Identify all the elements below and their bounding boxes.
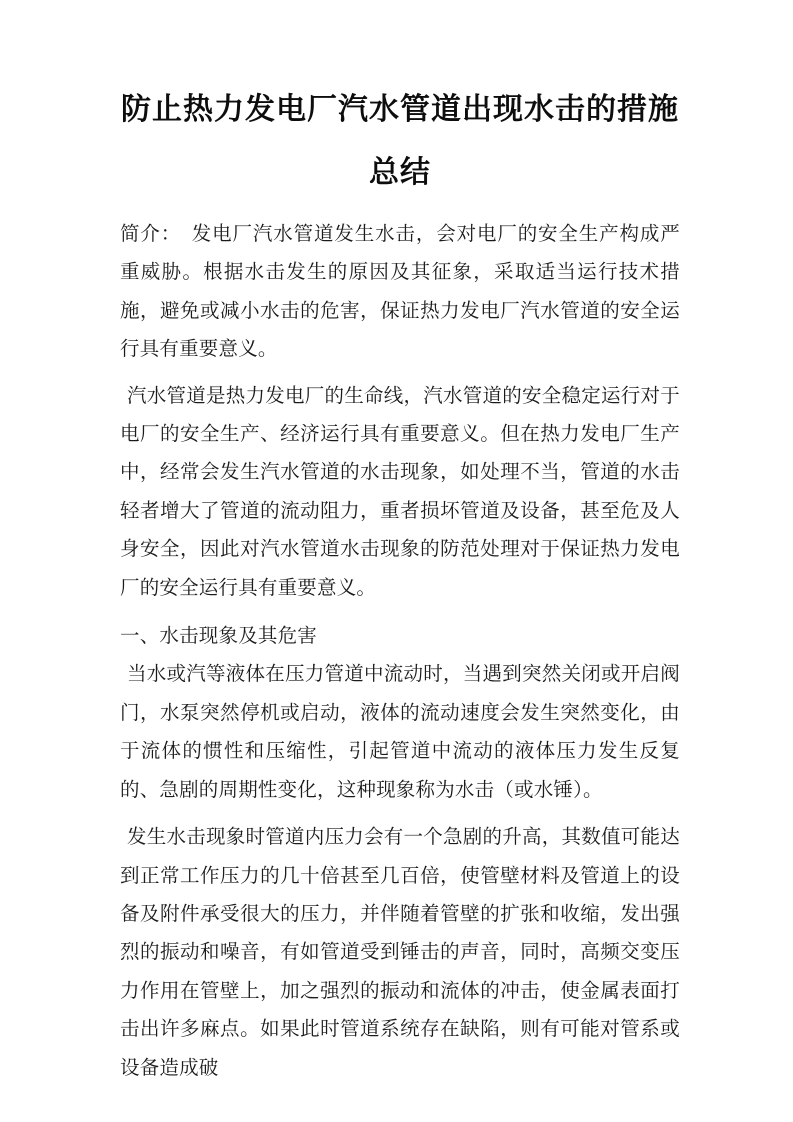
section-heading-water-hammer: 一、水击现象及其危害: [120, 626, 318, 648]
document-title-line2: 总结: [369, 156, 431, 189]
paragraph-pipeline-importance: 汽水管道是热力发电厂的生命线，汽水管道的安全稳定运行对于电厂的安全生产、经济运行具有重要意义。但在热力发电厂生产中，经常会发生汽水管道的水击现象，如处理不当，管道的水击轻者增大了管道的流动阻力，重者损坏管道及设备，甚至危及人身安全，因此对汽水管道水击现象的防范处理对于保证热力发电厂的安全运行具有重要意义。: [120, 385, 680, 599]
paragraph-intro: 简介： 发电厂汽水管道发生水击，会对电厂的安全生产构成严重威胁。根据水击发生的原因及其征象，采取适当运行技术措施，避免或减小水击的危害，保证热力发电厂汽水管道的安全运行具有重要意义。: [120, 224, 680, 361]
document-title-line1: 防止热力发电厂汽水管道出现水击的措施: [121, 93, 679, 126]
document-title: [120, 78, 680, 204]
paragraph-water-hammer-definition: 当水或汽等液体在压力管道中流动时，当遇到突然关闭或开启阀门，水泵突然停机或启动，液体的流动速度会发生突然变化，由于流体的惯性和压缩性，引起管道中流动的液体压力发生反复的、急剧的周期性变化，这种现象称为水击（或水锤）。: [120, 664, 680, 801]
paragraph-water-hammer-damage: 发生水击现象时管道内压力会有一个急剧的升高，其数值可能达到正常工作压力的几十倍甚至几百倍，使管壁材料及管道上的设备及附件承受很大的压力，并伴随着管壁的扩张和收缩，发出强烈的振动和噪音，有如管道受到锤击的声音，同时，高频交变压力作用在管壁上，加之强烈的振动和流体的冲击，使金属表面打击出许多麻点。如果此时管道系统存在缺陷，则有可能对管系或设备造成破: [120, 827, 680, 1079]
